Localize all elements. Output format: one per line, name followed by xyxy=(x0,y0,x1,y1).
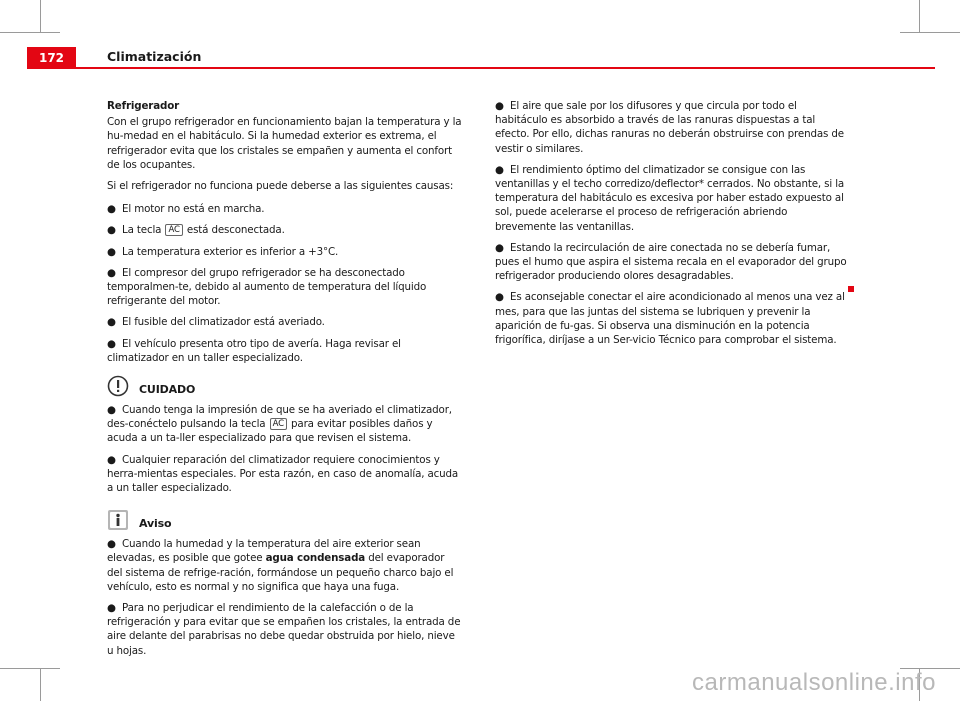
caution-title: CUIDADO xyxy=(139,382,196,396)
section-heading: Refrigerador xyxy=(107,100,180,112)
right-column xyxy=(495,99,850,354)
list-item xyxy=(107,315,462,329)
list-item xyxy=(107,601,462,658)
list-item-text: La tecla xyxy=(122,224,162,237)
list-item xyxy=(107,245,462,259)
list-item xyxy=(495,163,850,234)
bullet-icon: ● xyxy=(495,163,504,176)
bullet-icon: ● xyxy=(495,291,504,304)
bullet-icon: ● xyxy=(107,245,116,258)
crop-mark xyxy=(0,668,60,669)
list-item-text: Cuando la humedad y la temperatura del aire exterior sean elevadas, es posible que gotee xyxy=(107,538,421,565)
warning-icon xyxy=(107,375,129,397)
causes-intro: Si el refrigerador no funciona puede deberse a las siguientes causas: xyxy=(107,180,454,193)
list-item-text: El compresor del grupo refrigerador se ha desconectado temporalmen-te, debido al aumento de temperatura del líquido refrigerante del motor. xyxy=(107,266,427,308)
list-item-text: El aire que sale por los difusores y que circula por todo el habitáculo es absorbido a través de las ranuras dispuestas a tal efecto. Por ello, dichas ranuras no deberán obstruirse con prendas de vestir o similares. xyxy=(495,100,844,155)
list-item xyxy=(107,266,462,309)
watermark: carmanualsonline.info xyxy=(692,669,936,696)
left-column xyxy=(107,99,462,665)
list-item-text: del evaporador del sistema de refrige-ración, formándose un pequeño charco bajo el vehículo, esto es normal y no significa que haya una fuga. xyxy=(107,552,454,593)
list-item xyxy=(107,202,462,216)
list-item-text: El fusible del climatizador está averiado. xyxy=(122,316,325,329)
crop-mark xyxy=(919,0,920,32)
list-item xyxy=(107,403,462,446)
list-item-text: está desconectada. xyxy=(186,224,285,237)
list-item xyxy=(107,223,462,237)
info-icon xyxy=(107,509,129,531)
bullet-icon: ● xyxy=(107,602,116,615)
list-item xyxy=(107,453,462,496)
section-end-icon xyxy=(848,286,854,292)
bullet-icon: ● xyxy=(107,538,116,551)
list-item xyxy=(495,241,850,284)
note-title: Aviso xyxy=(139,517,172,531)
crop-mark xyxy=(900,32,960,33)
list-item-text: Es aconsejable conectar el aire acondicionado al menos una vez al mes, para que las juntas del sistema se lubriquen y prevenir la aparición de fu-gas. Si observa una disminución en la potencia frigorífica, diríjase a un Ser-vicio Técnico para comprobar el sistema. xyxy=(495,291,845,347)
list-item-text: La temperatura exterior es inferior a +3°C. xyxy=(122,245,339,258)
crop-mark xyxy=(0,32,60,33)
caution-header xyxy=(107,375,462,397)
bullet-icon: ● xyxy=(107,203,116,216)
list-item xyxy=(495,99,850,156)
list-item-text: El vehículo presenta otro tipo de avería. Haga revisar el climatizador en un taller especializado. xyxy=(107,337,401,364)
bullet-icon: ● xyxy=(107,337,116,350)
bullet-icon: ● xyxy=(107,316,116,329)
list-item-text: El rendimiento óptimo del climatizador se consigue con las ventanillas y el techo corredizo/deflector* cerrados. No obstante, si la temperatura del habitáculo es excesiva por haber estado expuesto al sol, puede acelerarse el proceso de refrigeración abriendo brevemente las ventanillas. xyxy=(495,163,845,233)
note-header xyxy=(107,509,462,531)
list-item xyxy=(107,337,462,365)
list-item-text: Cuando tenga la impresión de que se ha averiado el climatizador, des-conéctelo pulsando la tecla xyxy=(107,404,452,431)
ac-key-icon: AC xyxy=(270,418,287,430)
list-item-text: Estando la recirculación de aire conectada no se debería fumar, pues el humo que aspira el sistema recala en el evaporador del grupo refrigerador produciendo olores desagradables. xyxy=(495,241,847,283)
list-item xyxy=(495,290,850,347)
bullet-icon: ● xyxy=(495,241,504,254)
bullet-icon: ● xyxy=(107,453,116,466)
list-item xyxy=(107,537,462,594)
bullet-icon: ● xyxy=(495,100,504,112)
list-item-text: Cualquier reparación del climatizador requiere conocimientos y herra-mientas especiales. Por esta razón, en caso de anomalía, acuda a un taller especializado. xyxy=(107,453,459,495)
chapter-title: Climatización xyxy=(107,49,202,64)
intro-paragraph: Con el grupo refrigerador en funcionamiento bajan la temperatura y la hu-medad en el habitáculo. Si la humedad exterior es extrema, el refrigerador evita que los cristales se empañen y aumenta el confort de los ocupantes. xyxy=(107,116,462,171)
bullet-icon: ● xyxy=(107,404,116,417)
crop-mark xyxy=(40,669,41,701)
page-number: 172 xyxy=(27,47,76,69)
bold-term: agua condensada xyxy=(265,552,366,565)
list-item-text: El motor no está en marcha. xyxy=(122,203,265,216)
list-item-text: para evitar posibles daños y acuda a un ta-ller especializado para que revisen el sistema. xyxy=(107,418,433,445)
ac-key-icon: AC xyxy=(165,224,182,236)
bullet-icon: ● xyxy=(107,224,116,237)
header-rule xyxy=(76,67,935,69)
list-item-text: Para no perjudicar el rendimiento de la calefacción o de la refrigeración y para evitar que se empañen los cristales, la entrada de aire delante del parabrisas no debe quedar obstruida por hielo, nieve u hojas. xyxy=(107,602,461,657)
bullet-icon: ● xyxy=(107,266,116,279)
crop-mark xyxy=(40,0,41,32)
